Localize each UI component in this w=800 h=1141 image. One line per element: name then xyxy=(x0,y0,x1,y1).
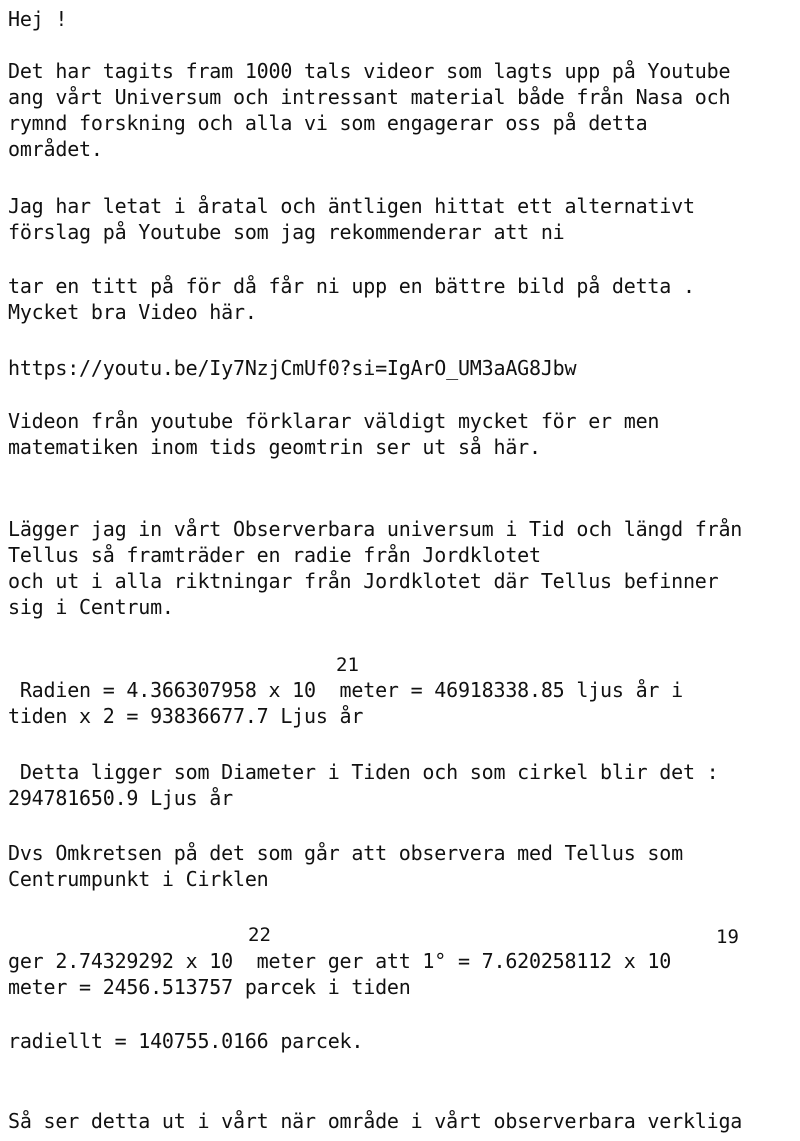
degree-line-2: meter = 2456.513757 parcek i tiden xyxy=(8,975,411,999)
circumference-line-1: Dvs Omkretsen på det som går att observera med Tellus som xyxy=(8,841,683,865)
paragraph-3-line-1: tar en titt på för då får ni upp en bättre bild på detta . xyxy=(8,274,695,298)
paragraph-4-line-1: Videon från youtube förklarar väldigt mycket för er men xyxy=(8,409,660,433)
paragraph-2-line-2: förslag på Youtube som jag rekommenderar att ni xyxy=(8,220,565,244)
radius-line-2: tiden x 2 = 93836677.7 Ljus år xyxy=(8,704,364,728)
radius-line-1: Radien = 4.366307958 x 10 meter = 46918338.85 ljus år i xyxy=(8,678,683,702)
degree-line-1: ger 2.74329292 x 10 meter ger att 1° = 7.620258112 x 10 xyxy=(8,949,672,973)
paragraph-5-line-1: Lägger jag in vårt Observerbara universum i Tid och längd från xyxy=(8,517,743,541)
paragraph-2-line-1: Jag har letat i åratal och äntligen hittat ett alternativt xyxy=(8,194,695,218)
paragraph-1-line-3: rymnd forskning och alla vi som engagerar oss på detta xyxy=(8,111,648,135)
diameter-line-1: Detta ligger som Diameter i Tiden och som cirkel blir det : xyxy=(8,760,719,784)
paragraph-5-line-4: sig i Centrum. xyxy=(8,595,174,619)
degree-exponent-a: 22 xyxy=(248,924,271,946)
radius-exponent: 21 xyxy=(336,654,359,676)
paragraph-1-line-1: Det har tagits fram 1000 tals videor som lagts upp på Youtube xyxy=(8,59,731,83)
diameter-line-2: 294781650.9 Ljus år xyxy=(8,786,233,810)
closing-line: Så ser detta ut i vårt när område i vårt observerbara verkliga xyxy=(8,1109,743,1133)
paragraph-1-line-2: ang vårt Universum och intressant material både från Nasa och xyxy=(8,85,731,109)
paragraph-1-line-4: området. xyxy=(8,137,103,161)
circumference-line-2: Centrumpunkt i Cirklen xyxy=(8,867,269,891)
youtube-link[interactable]: https://youtu.be/Iy7NzjCmUf0?si=IgArO_UM3aAG8Jbw xyxy=(8,356,577,380)
paragraph-4-line-2: matematiken inom tids geomtrin ser ut så här. xyxy=(8,435,541,459)
paragraph-5-line-3: och ut i alla riktningar från Jordklotet där Tellus befinner xyxy=(8,569,719,593)
paragraph-5-line-2: Tellus så framträder en radie från Jordklotet xyxy=(8,543,541,567)
paragraph-3-line-2: Mycket bra Video här. xyxy=(8,300,257,324)
greeting: Hej ! xyxy=(8,7,68,31)
degree-exponent-b: 19 xyxy=(716,926,739,948)
radial-parsec-line: radiellt = 140755.0166 parcek. xyxy=(8,1029,364,1053)
